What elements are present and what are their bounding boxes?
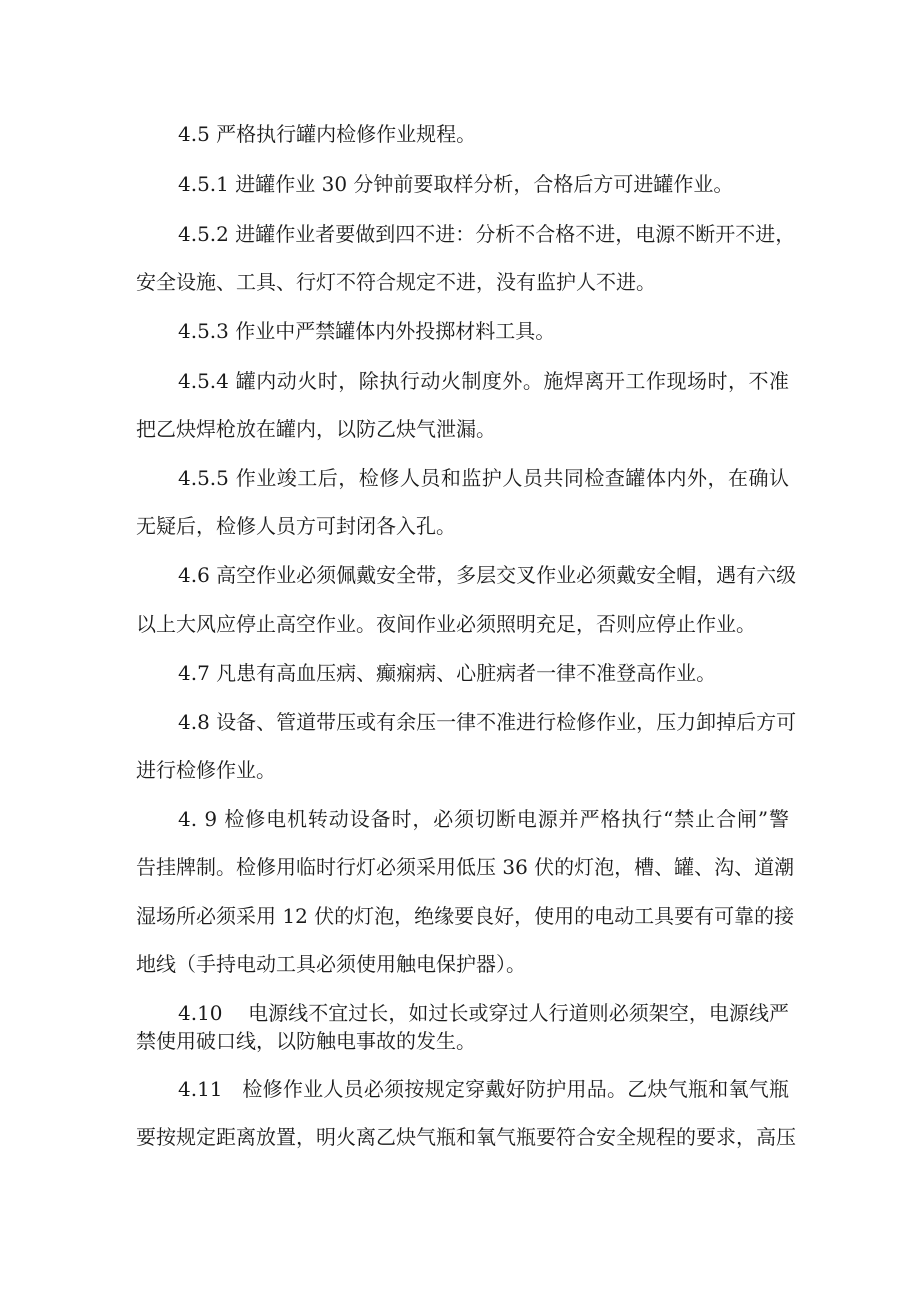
- paragraph-4-6-line-1: 4.6 高空作业必须佩戴安全带，多层交叉作业必须戴安全帽，遇有六级: [178, 563, 797, 587]
- paragraph-4-7: 4.7 凡患有高血压病、癫痫病、心脏病者一律不准登高作业。: [178, 661, 717, 685]
- paragraph-4-8-line-2: 进行检修作业。: [136, 758, 276, 782]
- paragraph-4-10-line-1: 4.10 电源线不宜过长，如过长或穿过人行道则必须架空，电源线严: [178, 1001, 789, 1025]
- paragraph-4-9-line-2: 告挂牌制。检修用临时行灯必须采用低压 36 伏的灯泡，槽、罐、沟、道潮: [136, 855, 795, 879]
- paragraph-4-5-5-line-2: 无疑后，检修人员方可封闭各入孔。: [136, 514, 456, 538]
- paragraph-4-6-line-2: 以上大风应停止高空作业。夜间作业必须照明充足，否则应停止作业。: [136, 612, 756, 636]
- paragraph-4-5-3: 4.5.3 作业中严禁罐体内外投掷材料工具。: [178, 319, 556, 343]
- paragraph-4-5-4-line-2: 把乙炔焊枪放在罐内，以防乙炔气泄漏。: [136, 417, 496, 441]
- paragraph-4-5-2-line-1: 4.5.2 进罐作业者要做到四不进：分析不合格不进，电源不断开不进，: [178, 222, 796, 246]
- paragraph-4-11-line-2: 要按规定距离放置，明火离乙炔气瓶和氧气瓶要符合安全规程的要求，高压: [136, 1125, 796, 1149]
- paragraph-4-5-5-line-1: 4.5.5 作业竣工后，检修人员和监护人员共同检查罐体内外，在确认: [178, 466, 789, 490]
- paragraph-4-11-line-1: 4.11 检修作业人员必须按规定穿戴好防护用品。乙炔气瓶和氧气瓶: [178, 1077, 789, 1101]
- paragraph-4-5: 4.5 严格执行罐内检修作业规程。: [178, 122, 477, 146]
- paragraph-4-5-4-line-1: 4.5.4 罐内动火时，除执行动火制度外。施焊离开工作现场时，不准: [178, 369, 789, 393]
- paragraph-4-8-line-1: 4.8 设备、管道带压或有余压一律不准进行检修作业，压力卸掉后方可: [178, 710, 797, 734]
- paragraph-4-9-line-4: 地线（手持电动工具必须使用触电保护器）。: [136, 952, 526, 976]
- paragraph-4-9-line-3: 湿场所必须采用 12 伏的灯泡，绝缘要良好，使用的电动工具要有可靠的接: [136, 904, 795, 928]
- paragraph-4-5-2-line-2: 安全设施、工具、行灯不符合规定不进，没有监护人不进。: [136, 270, 656, 294]
- paragraph-4-10-line-2: 禁使用破口线，以防触电事故的发生。: [136, 1029, 476, 1053]
- paragraph-4-5-1: 4.5.1 进罐作业 30 分钟前要取样分析，合格后方可进罐作业。: [178, 172, 734, 196]
- paragraph-4-9-line-1: 4. 9 检修电机转动设备时，必须切断电源并严格执行“禁止合闸”警: [178, 807, 789, 831]
